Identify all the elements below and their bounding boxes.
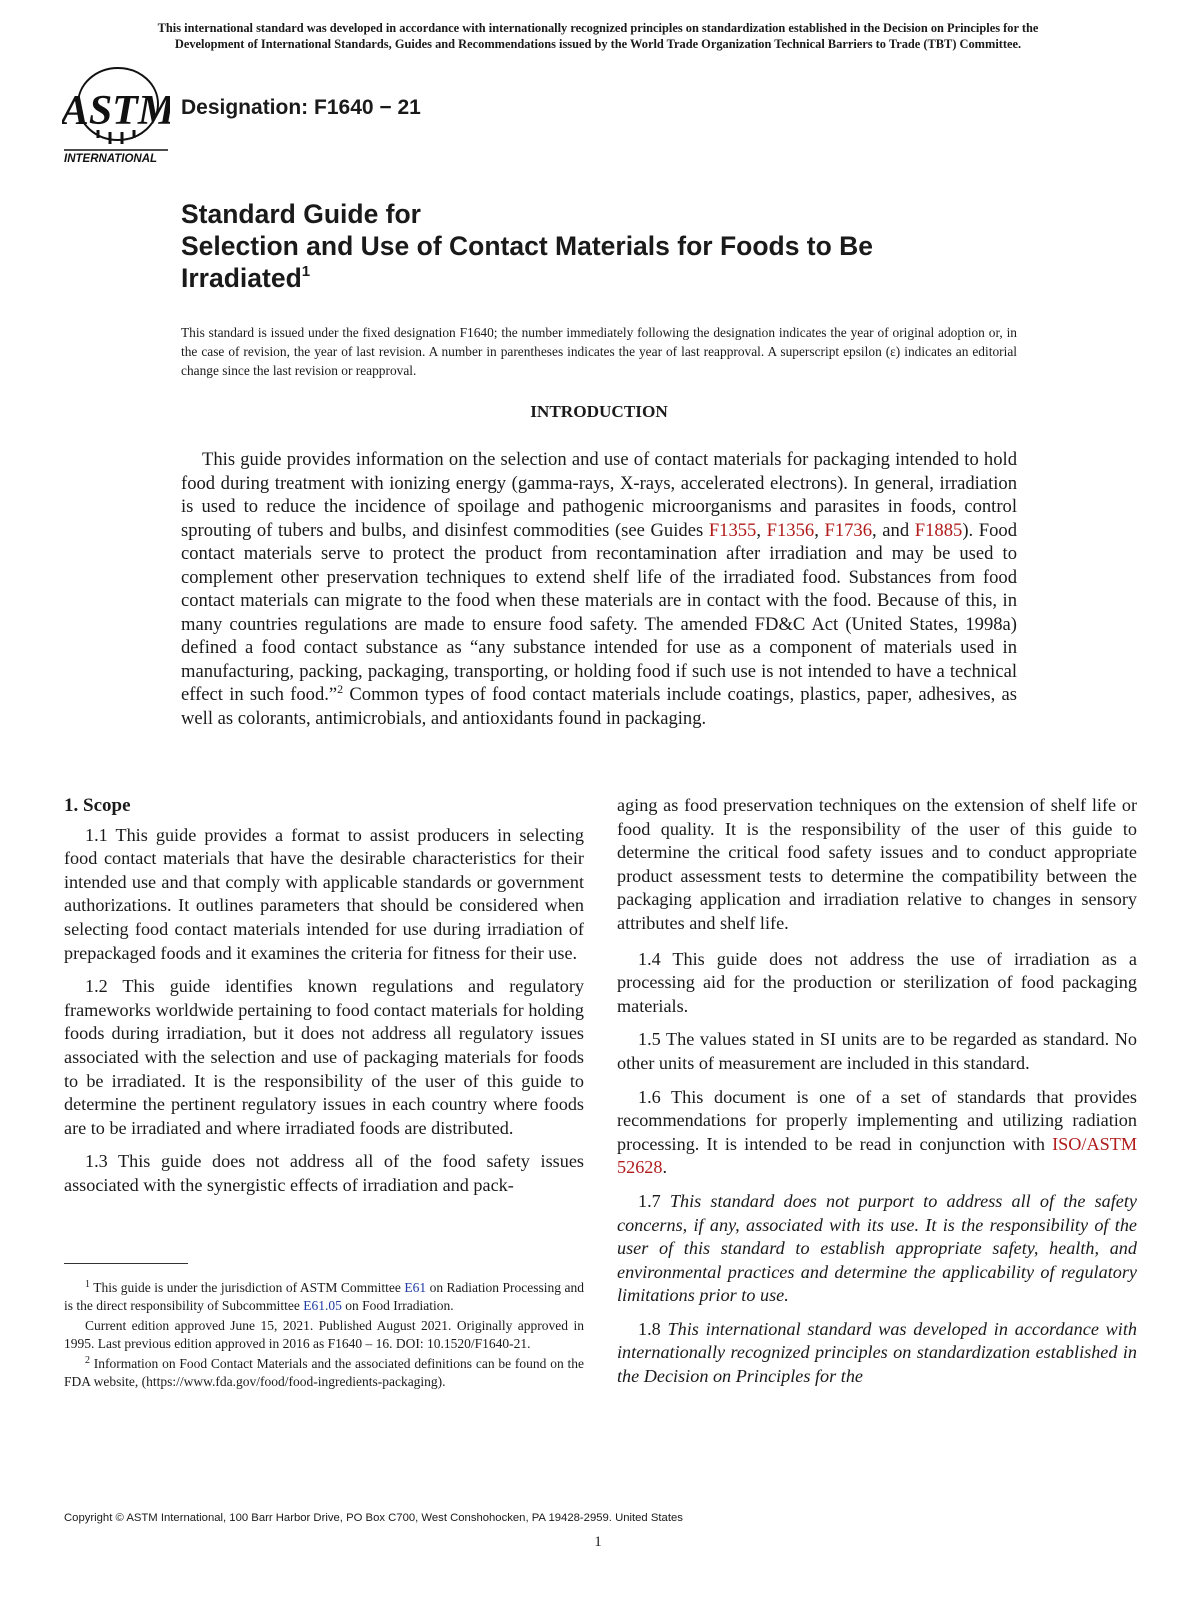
intro-sep: , [814, 519, 825, 541]
astm-logo [62, 66, 170, 164]
intro-text-a: This guide provides information on the selection and use of contact materials for packaging intended to hold food during treatment with ionizing energy (gamma-rays, X-rays, accelerated electrons). In general, irradiation is used to reduce the incidence of spoilage and pathogenic microorganisms and parasites in foods, control sprouting of tubers and bulbs, and disinfest commodities (see Guides [181, 449, 1017, 541]
title-line-1: Standard Guide for [181, 199, 421, 229]
title-line-3: Irradiated [181, 263, 302, 293]
paragraph-1-7-number: 1.7 [638, 1190, 670, 1211]
logo-subtext: INTERNATIONAL [64, 153, 158, 164]
paragraph-1-8-number: 1.8 [638, 1318, 668, 1339]
paragraph-1-5: 1.5 The values stated in SI units are to be regarded as standard. No other units of measurement are included in this standard. [617, 1029, 1137, 1073]
paragraph-1-3-continued: aging as food preservation techniques on the extension of shelf life or food quality. It is the responsibility of the user of this guide to determine the critical food safety issues and to conduct appropriate product assessment tests to determine the compatibility between the packaging application and irradiation relative to changes in sensory attributes and shelf life. [617, 795, 1137, 933]
copyright-line: Copyright © ASTM International, 100 Barr Harbor Drive, PO Box C700, West Conshohocken, PA 19428-2959. United States [64, 1512, 683, 1524]
intro-sep: , and [872, 519, 915, 541]
title-line-2: Selection and Use of Contact Materials for Foods to Be [181, 231, 874, 261]
introduction-heading: INTRODUCTION [530, 402, 668, 421]
ref-link-f1885[interactable]: F1885 [914, 519, 963, 541]
paragraph-1-6-end: . [662, 1157, 668, 1178]
document-title [181, 198, 1081, 294]
paragraph-1-8-text: This international standard was developed in accordance with internationally recognized principles on standardization established in the Decision on Principles for the [617, 1318, 1138, 1387]
issuance-statement: This standard is issued under the fixed designation F1640; the number immediately following the designation indicates the year of original adoption or, in the case of revision, the year of last revision. A number in parentheses indicates the year of last reapproval. A superscript epsilon (ε) indicates an editorial change since the last revision or reapproval. [181, 325, 1017, 378]
footnote-2 [64, 1355, 584, 1391]
paragraph-1-8 [617, 1318, 1137, 1389]
introduction-body [181, 448, 1017, 731]
paragraph-1-7-text: This standard does not purport to address all of the safety concerns, if any, associated with its use. It is the responsibility of the user of this standard to establish appropriate safety, health, and environmental practices and determine the applicability of regulatory limitations prior to use. [617, 1190, 1137, 1306]
footnote-1-text-b: on Radiation Processing and is the direct responsibility of Subcommittee [64, 1280, 584, 1313]
paragraph-1-4: 1.4 This guide does not address the use of irradiation as a processing aid for the production or sterilization of food packaging materials. [617, 948, 1137, 1016]
paragraph-1-6 [617, 1086, 1137, 1180]
footnote-1-text-c: on Food Irradiation. [341, 1298, 454, 1313]
ref-link-f1736[interactable]: F1736 [824, 519, 873, 541]
subcommittee-link-e61-05[interactable]: E61.05 [303, 1298, 342, 1313]
intro-sep: , [756, 519, 767, 541]
notice-line-1: This international standard was developed in accordance with internationally recognized principles on standardization established in the Decision on Principles for the [157, 21, 1039, 35]
page-number: 1 [594, 1534, 602, 1550]
paragraph-1-3-start: 1.3 This guide does not address all of the food safety issues associated with the synergistic effects of irradiation and pack- [64, 1151, 584, 1195]
footnote-divider [64, 1263, 188, 1264]
ref-link-f1356[interactable]: F1356 [766, 519, 815, 541]
footnote-2-mark: 2 [85, 1355, 90, 1366]
intro-text-c: Common types of food contact materials include coatings, plastics, paper, adhesives, as well as colorants, antimicrobials, and antioxidants found in packaging. [181, 684, 1017, 730]
paragraph-1-2: 1.2 This guide identifies known regulations and regulatory frameworks worldwide pertaining to food contact materials for holding foods during irradiation, but it does not address all regulatory issues associated with the selection and use of packaging materials for foods to be irradiated. It is the responsibility of the user of this guide to determine the pertinent regulatory issues in each country where foods are to be irradiated and where irradiated foods are distributed. [64, 976, 584, 1138]
footnote-1 [64, 1279, 584, 1315]
wto-tbt-notice [60, 20, 1136, 52]
paragraph-1-6-text: 1.6 This document is one of a set of standards that provides recommendations for properly implementing and utilizing radiation processing. It is intended to be read in conjunction with [617, 1086, 1137, 1154]
committee-link-e61[interactable]: E61 [404, 1280, 427, 1295]
footnote-1-text-a: This guide is under the jurisdiction of ASTM Committee [90, 1280, 405, 1295]
intro-text-b: ). Food contact materials serve to protect the product from recontamination after irradiation and may be used to complement other preservation techniques to extend shelf life of the irradiated food. Substances from food contact materials can migrate to the food when these materials are in contact with the food. Because of this, in many countries regulations are made to ensure food safety. The amended FD&C Act (United States, 1998a) defined a food contact substance as “any substance intended for use as a component of materials used in manufacturing, packing, packaging, transporting, or holding food if such use is not intended to have a technical effect in such food.” [181, 519, 1018, 706]
title-footnote-mark: 1 [301, 263, 311, 280]
paragraph-1-1: 1.1 This guide provides a format to assist producers in selecting food contact materials that have the desirable characteristics for their intended use and that comply with applicable standards or government authorizations. It outlines parameters that should be considered when selecting food contact materials intended for use during irradiation of prepackaged foods and it examines the criteria for fitness for their use. [64, 824, 584, 963]
ref-link-iso-astm-52628[interactable]: ISO/ASTM 52628 [617, 1133, 1137, 1178]
section-heading-scope: 1. Scope [64, 795, 131, 816]
paragraph-1-7 [617, 1190, 1137, 1308]
footnotes [64, 1279, 584, 1393]
footnote-1-edition: Current edition approved June 15, 2021. Published August 2021. Originally approved in 1995. Last previous edition approved in 2016 as F1640 – 16. DOI: 10.1520/F1640-21. [64, 1318, 584, 1351]
ref-link-f1355[interactable]: F1355 [708, 519, 757, 541]
left-column [64, 794, 584, 1208]
logo-text: ASTM [62, 88, 170, 134]
notice-line-2: Development of International Standards, Guides and Recommendations issued by the World Trade Organization Technical Barriers to Trade (TBT) Committee. [174, 37, 1022, 51]
footnote-1-mark: 1 [85, 1279, 90, 1290]
footnote-2-text: Information on Food Contact Materials and the associated definitions can be found on the FDA website, (https://www.fda.gov/food/food-ingredients-packaging). [64, 1356, 584, 1389]
designation: Designation: F1640 − 21 [181, 96, 421, 119]
intro-footnote-mark: 2 [337, 682, 344, 697]
right-column [617, 794, 1137, 1399]
